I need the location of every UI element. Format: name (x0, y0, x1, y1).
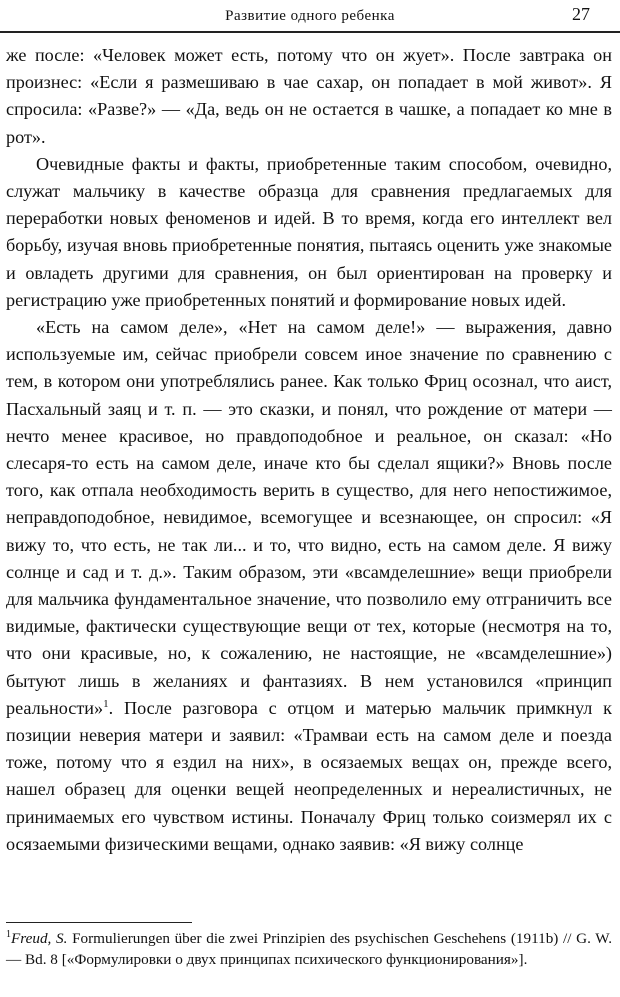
main-text (6, 42, 612, 858)
footnote (6, 928, 612, 970)
paragraph-3 (6, 314, 612, 858)
footnote-rule (6, 922, 192, 923)
footnote-mark: 1 (6, 928, 11, 940)
footnote-reference[interactable]: 1 (103, 697, 109, 710)
footnote-author: Freud, S. (11, 930, 68, 947)
paragraph-3-part-1: «Есть на самом деле», «Нет на самом деле!» — выражения, давно используемые им, сейчас приобрели совсем иное значение по сравнению с тем, в котором они употреблялись ранее. Как только Фриц осознал, что аист, Пасхальный заяц и т. п. — это сказки, и понял, что рождение от матери — нечто менее красивое, но правдоподобное и реальное, он сказал: «Но слесаря-то есть на самом деле, иначе кто бы сделал ящики?» Вновь после того, как отпала необходимость верить в существо, для него непостижимое, неправдоподобное, невидимое, всемогущее и всезнающее, он спросил: «Я вижу то, что есть, не так ли... и то, что видно, есть на самом деле. Я вижу солнце и сад и т. д.». Таким образом, эти «всамделешние» вещи приобрели для мальчика фундаментальное значение, что позволило ему отграничить все видимые, фактически существующие вещи от тех, которые (несмотря на то, что они красивые, но, к сожалению, не настоящие, не «всамделешние») бытуют лишь в желаниях и фантазиях. В нем установился «принцип реальности» (6, 317, 612, 718)
page-number: 27 (572, 4, 590, 24)
page-header (0, 0, 620, 40)
paragraph-2: Очевидные факты и факты, приобретенные таким способом, очевидно, служат мальчику в качестве образца для сравнения предлагаемых для переработки новых феноменов и идей. В то время, когда его интеллект вел борьбу, изучая вновь приобретенные понятия, пытаясь оценить уже знакомые и овладеть другими для сравнения, он был ориентирован на проверку и регистрацию уже приобретенных понятий и формирование новых идей. (6, 153, 612, 310)
paragraph-1: же после: «Человек может есть, потому что он жует». После завтрака он произнес: «Если я размешиваю в чае сахар, он попадает в мой живот». Я спросила: «Разве?» — «Да, ведь он не остается в чашке, а попадает ко мне в рот». (6, 45, 612, 147)
header-rule (0, 31, 620, 33)
running-title: Развитие одного ребенка (225, 8, 395, 24)
footnote-text: Formulierungen über die zwei Prinzipien des psychischen Geschehens (1911b) // G. W. — Bd. 8 [«Формулировки о двух принципах психического функционирования»]. (6, 930, 612, 968)
paragraph-3-part-2: . После разговора с отцом и матерью мальчик примкнул к позиции неверия матери и заявил: «Трамваи есть на самом деле и поезда тоже, потому что я ездил на них», в осязаемых вещах он, прежде всего, нашел образец для оценки вещей неопределенных и нереалистичных, не принимаемых его чувством истины. Поначалу Фриц только соизмерял их с осязаемыми физическими вещами, однако заявив: «Я вижу солнце (6, 697, 612, 854)
